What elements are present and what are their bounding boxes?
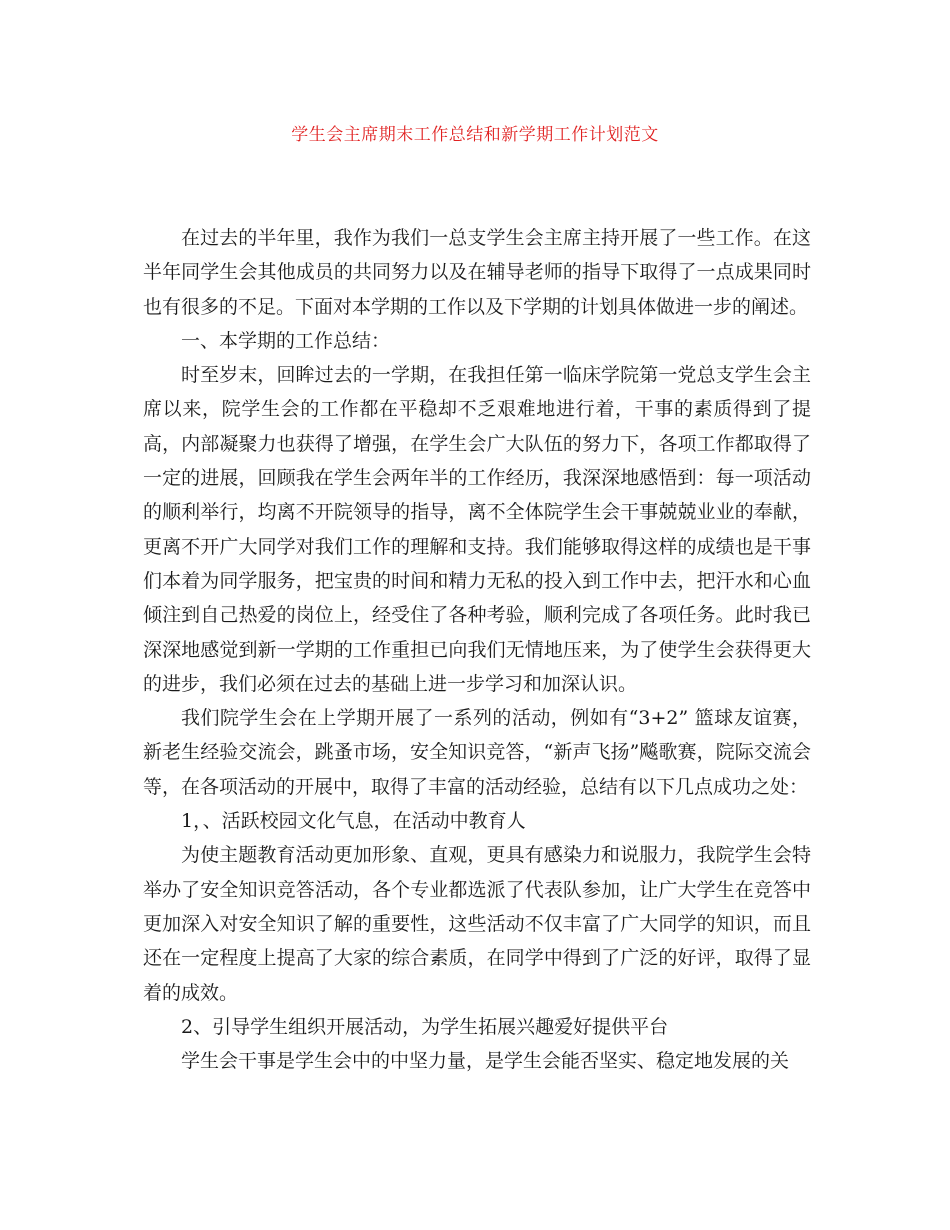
paragraph-safety-quiz: 为使主题教育活动更加形象、直观，更具有感染力和说服力，我院学生会特举办了安全知识竞答活动，各个专业都选派了代表队参加，让广大学生在竞答中更加深入对安全知识了解的重要性，这些活动不仅丰富了广大同学的知识，而且还在一定程度上提高了大家的综合素质，在同学中得到了广泛的好评，取得了显着的成效。 xyxy=(143,844,811,1004)
paragraph-intro: 在过去的半年里，我作为我们一总支学生会主席主持开展了一些工作。在这半年同学生会其他成员的共同努力以及在辅导老师的指导下取得了一点成果同时也有很多的不足。下面对本学期的工作以及下学期的计划具体做进一步的阐述。 xyxy=(143,227,811,318)
subheading-campus-culture: 1，、活跃校园文化气息，在活动中教育人 xyxy=(181,810,526,833)
paragraph-student-staff: 学生会干事是学生会中的中坚力量，是学生会能否坚实、稳定地发展的关 xyxy=(181,1050,790,1073)
document-title: 学生会主席期末工作总结和新学期工作计划范文 xyxy=(291,125,659,145)
paragraph-review: 时至岁末，回眸过去的一学期，在我担任第一临床学院第一党总支学生会主席以来，院学生会的工作都在平稳却不乏艰难地进行着，干事的素质得到了提高，内部凝聚力也获得了增强，在学生会广大队伍的努力下，各项工作都取得了一定的进展，回顾我在学生会两年半的工作经历，我深深地感悟到：每一项活动的顺利举行，均离不开院领导的指导，离不全体院学生会干事兢兢业业的奉献，更离不开广大同学对我们工作的理解和支持。我们能够取得这样的成绩也是干事们本着为同学服务，把宝贵的时间和精力无私的投入到工作中去，把汗水和心血倾注到自己热爱的岗位上，经受住了各种考验，顺利完成了各项任务。此时我已深深地感觉到新一学期的工作重担已向我们无情地压来，为了使学生会获得更大的进步，我们必须在过去的基础上进一步学习和加深认识。 xyxy=(143,364,811,695)
paragraph-activities: 我们院学生会在上学期开展了一系列的活动，例如有“3+2” 篮球友谊赛，新老生经验交流会，跳蚤市场，安全知识竞答，“新声飞扬”飚歌赛，院际交流会等，在各项活动的开展中，取得了丰富的活动经验，总结有以下几点成功之处： xyxy=(143,707,811,798)
section-heading-summary: 一、本学期的工作总结： xyxy=(181,329,391,352)
subheading-student-organizations: 2、引导学生组织开展活动，为学生拓展兴趣爱好提供平台 xyxy=(181,1015,669,1038)
document-body xyxy=(143,221,811,1078)
